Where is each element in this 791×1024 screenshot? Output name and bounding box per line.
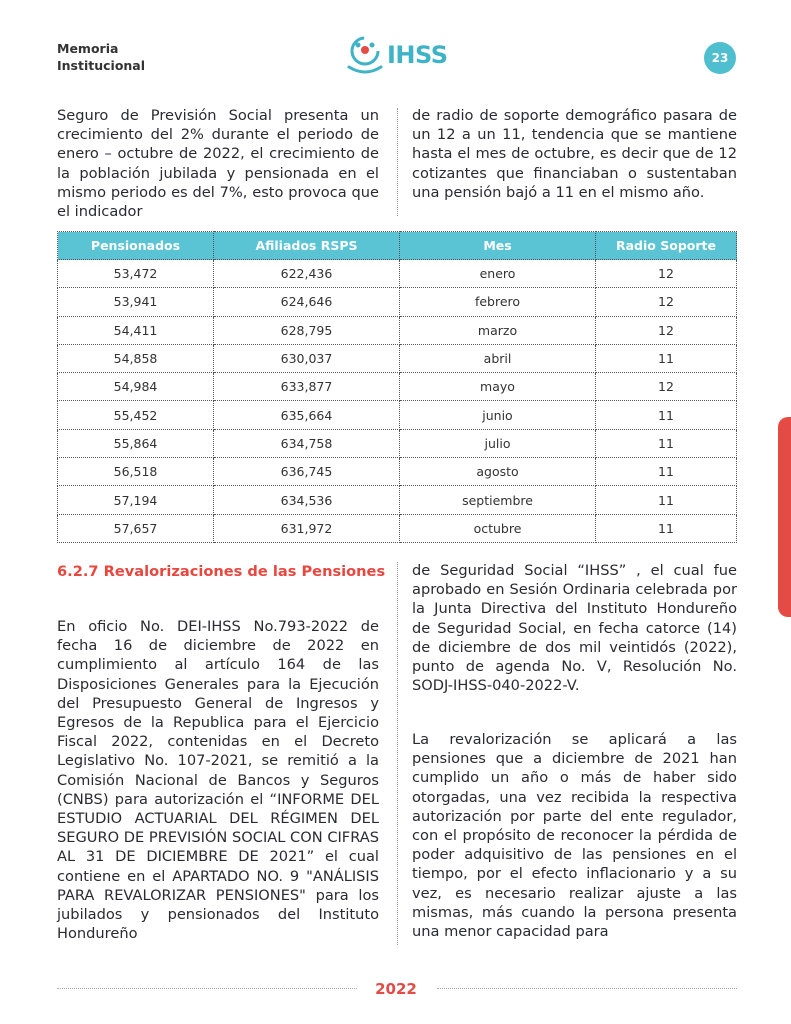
cell-mes: octubre [400, 514, 596, 542]
cell-radio: 12 [596, 373, 737, 401]
section-right-paragraph-1: de Seguridad Social “IHSS” , el cual fue aprobado en Sesión Ordinaria celebrada por la Junta Directiva del Instituto Hondureño de Seguridad Social, en fecha catorce (14) de diciembre de dos mil veintidós (2022), punto de agenda No. V, Resolución No. SODJ-IHSS-040-2022-V. [412, 562, 737, 695]
cell-mes: septiembre [400, 486, 596, 514]
cell-mes: junio [400, 401, 596, 429]
cell-radio: 11 [596, 401, 737, 429]
footer-year: 2022 [375, 980, 417, 998]
cell-afiliados: 624,646 [214, 288, 400, 316]
cell-radio: 11 [596, 458, 737, 486]
cell-pensionados: 55,864 [58, 429, 214, 457]
table-row [58, 458, 737, 486]
cell-afiliados: 634,536 [214, 486, 400, 514]
cell-afiliados: 622,436 [214, 260, 400, 288]
column-header-mes: Mes [400, 232, 596, 260]
side-tab-marker [778, 417, 791, 617]
ihss-logo [345, 32, 455, 78]
cell-pensionados: 57,657 [58, 514, 214, 542]
section-right-paragraph-2: La revalorización se aplicará a las pensiones que a diciembre de 2021 han cumplido un año o más de haber sido otorgadas, una vez recibida la respectiva autorización por parte del ente regulador, con el propósito de reconocer la pérdida de poder adquisitivo de las pensiones en el tiempo, por el efecto inflacionario y a su vez, es necesario realizar ajuste a las mismas, más cuando la persona presenta una menor capacidad para [412, 731, 737, 941]
column-divider [397, 108, 398, 216]
cell-pensionados: 55,452 [58, 401, 214, 429]
cell-mes: mayo [400, 373, 596, 401]
column-header-radio-soporte: Radio Soporte [596, 232, 737, 260]
cell-radio: 11 [596, 344, 737, 372]
cell-pensionados: 53,941 [58, 288, 214, 316]
ihss-emblem-icon [345, 33, 385, 77]
section-heading: 6.2.7 Revalorizaciones de las Pensiones [57, 563, 386, 580]
table-row [58, 316, 737, 344]
cell-radio: 12 [596, 288, 737, 316]
table-row [58, 373, 737, 401]
cell-pensionados: 53,472 [58, 260, 214, 288]
intro-left-paragraph: Seguro de Previsión Social presenta un crecimiento del 2% durante el periodo de enero – octubre de 2022, el crecimiento de la población jubilada y pensionada en el mismo periodo es del 7%, esto provoca que el indicador [57, 107, 379, 221]
title-line-2: Institucional [57, 58, 146, 73]
document-title [57, 40, 145, 74]
cell-afiliados: 630,037 [214, 344, 400, 372]
logo-text: IHSS [387, 41, 448, 69]
cell-radio: 11 [596, 514, 737, 542]
page-number-badge: 23 [704, 42, 736, 74]
section-left-paragraph: En oficio No. DEI-IHSS No.793-2022 de fecha 16 de diciembre de 2022 en cumplimiento al artículo 164 de las Disposiciones Generales para la Ejecución del Presupuesto General de Ingresos y Egresos de la Republica para el Ejercicio Fiscal 2022, contenidas en el Decreto Legislativo No. 107-2021, se remitió a la Comisión Nacional de Bancos y Seguros (CNBS) para autorización el “INFORME DEL ESTUDIO ACTUARIAL DEL RÉGIMEN DEL SEGURO DE PREVISIÓN SOCIAL CON CIFRAS AL 31 DE DICIEMBRE DE 2021” el cual contiene en el APARTADO NO. 9 "ANÁLISIS PARA REVALORIZAR PENSIONES" para los jubilados y pensionados del Instituto Hondureño [57, 618, 379, 943]
cell-afiliados: 634,758 [214, 429, 400, 457]
cell-pensionados: 56,518 [58, 458, 214, 486]
column-header-afiliados: Afiliados RSPS [214, 232, 400, 260]
cell-mes: agosto [400, 458, 596, 486]
cell-pensionados: 54,984 [58, 373, 214, 401]
footer-rule-left [57, 988, 357, 989]
table-row [58, 514, 737, 542]
cell-mes: marzo [400, 316, 596, 344]
table-row [58, 288, 737, 316]
cell-afiliados: 631,972 [214, 514, 400, 542]
table-row [58, 401, 737, 429]
cell-afiliados: 628,795 [214, 316, 400, 344]
cell-afiliados: 635,664 [214, 401, 400, 429]
cell-mes: febrero [400, 288, 596, 316]
cell-radio: 12 [596, 316, 737, 344]
table-row [58, 344, 737, 372]
cell-pensionados: 54,858 [58, 344, 214, 372]
table-header-row [58, 232, 737, 260]
cell-radio: 12 [596, 260, 737, 288]
column-divider [397, 562, 398, 945]
cell-mes: abril [400, 344, 596, 372]
cell-mes: julio [400, 429, 596, 457]
table-row [58, 429, 737, 457]
title-line-1: Memoria [57, 41, 119, 56]
cell-radio: 11 [596, 486, 737, 514]
cell-afiliados: 633,877 [214, 373, 400, 401]
table-row [58, 260, 737, 288]
footer-rule-right [437, 988, 737, 989]
cell-afiliados: 636,745 [214, 458, 400, 486]
cell-pensionados: 57,194 [58, 486, 214, 514]
cell-pensionados: 54,411 [58, 316, 214, 344]
intro-right-paragraph: de radio de soporte demográfico pasara de un 12 a un 11, tendencia que se mantiene hasta el mes de octubre, es decir que de 12 cotizantes que financiaban o sustentaban una pensión bajó a 11 en el mismo año. [412, 107, 737, 201]
column-header-pensionados: Pensionados [58, 232, 214, 260]
table-row [58, 486, 737, 514]
cell-radio: 11 [596, 429, 737, 457]
support-ratio-table [57, 231, 737, 543]
cell-mes: enero [400, 260, 596, 288]
